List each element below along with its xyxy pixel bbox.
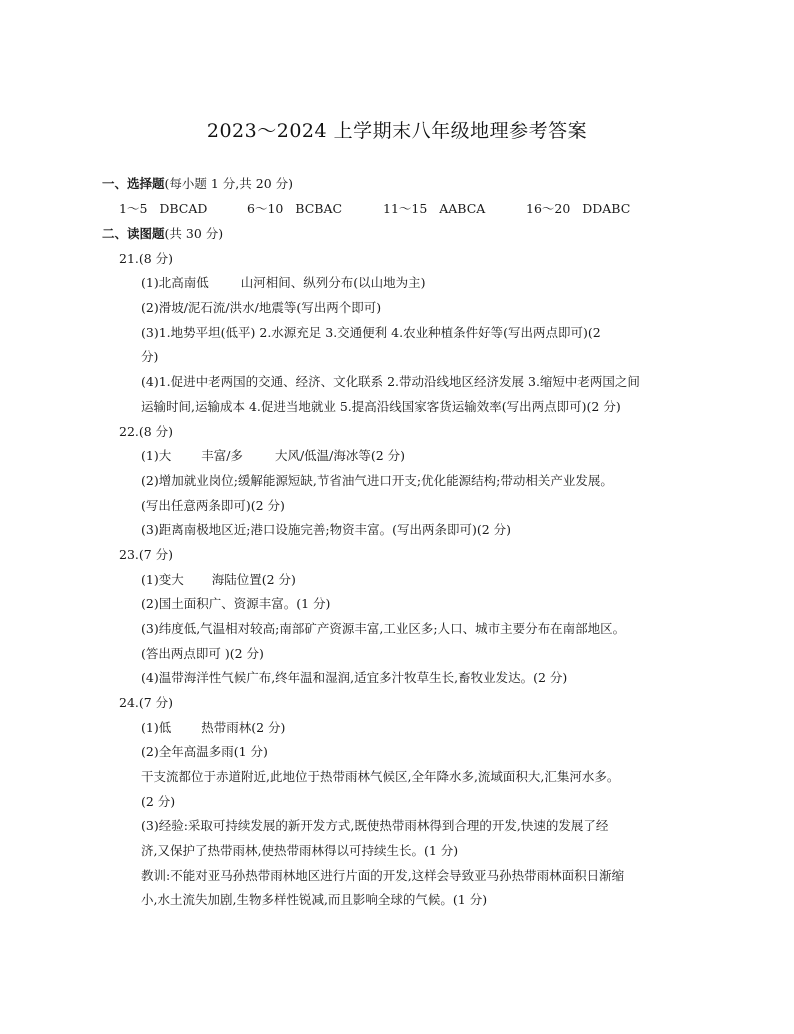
section-2-header [102, 226, 223, 242]
mc-answers: DDABC [582, 201, 631, 216]
mc-answers: DBCAD [159, 201, 208, 216]
answer-line: (4)1.促进中老两国的交通、经济、文化联系 2.带动沿线地区经济发展 3.缩短中老两国之间 [141, 374, 640, 389]
answer-line: (3)1.地势平坦(低平) 2.水源充足 3.交通便利 4.农业种植条件好等(写出两点即可)(2 [141, 325, 601, 340]
answer-line: 济,又保护了热带雨林,使热带雨林得以可持续生长。(1 分) [141, 843, 459, 858]
mc-range: 16～20 [526, 201, 571, 216]
answer-line: 小,水土流失加剧,生物多样性锐减,而且影响全球的气候。(1 分) [141, 892, 488, 907]
mc-group [526, 201, 630, 217]
answer-line [141, 448, 405, 464]
answer-line: (答出两点即可 )(2 分) [141, 646, 264, 661]
answer-line: (2 分) [141, 794, 176, 809]
answer-part: 丰富/多 [201, 448, 243, 463]
section-1-note: (每小题 1 分,共 20 分) [164, 176, 293, 191]
question-24-label: 24.(7 分) [119, 695, 174, 710]
answer-line: (2)国土面积广、资源丰富。(1 分) [141, 596, 331, 611]
answer-part: 山河相间、纵列分布(以山地为主) [240, 275, 426, 290]
answer-part: (1)北高南低 [141, 275, 209, 290]
page-title: 2023～2024 上学期末八年级地理参考答案 [206, 120, 588, 142]
answer-line: (2)滑坡/泥石流/洪水/地震等(写出两个即可) [141, 300, 382, 315]
answer-line [141, 275, 425, 291]
mc-answer-row [119, 201, 630, 217]
section-2-heading: 二、读图题 [102, 226, 165, 241]
mc-group [247, 201, 383, 217]
answer-line: 教训:不能对亚马孙热带雨林地区进行片面的开发,这样会导致亚马孙热带雨林面积日渐缩 [141, 868, 625, 883]
answer-line: (4)温带海洋性气候广布,终年温和湿润,适宜多汁牧草生长,畜牧业发达。(2 分) [141, 670, 568, 685]
answer-line: (2)增加就业岗位;缓解能源短缺,节省油气进口开支;优化能源结构;带动相关产业发展。 [141, 473, 613, 488]
section-1-heading: 一、选择题 [102, 176, 165, 191]
answer-line: 分) [141, 349, 159, 364]
answer-line [141, 720, 285, 736]
mc-range: 11～15 [383, 201, 428, 216]
answer-part: 海陆位置(2 分) [211, 572, 296, 587]
answer-part: (1)低 [141, 720, 172, 735]
answer-line: 干支流都位于赤道附近,此地位于热带雨林气候区,全年降水多,流域面积大,汇集河水多。 [141, 769, 620, 784]
mc-group [383, 201, 526, 217]
question-23-label: 23.(7 分) [119, 547, 174, 562]
answer-part: (1)变大 [141, 572, 184, 587]
mc-range: 1～5 [119, 201, 148, 216]
answer-line: (3)经验:采取可持续发展的新开发方式,既使热带雨林得到合理的开发,快速的发展了经 [141, 818, 609, 833]
answer-part: 大风/低温/海冰等(2 分) [274, 448, 406, 463]
answer-part: (1)大 [141, 448, 172, 463]
question-21-label: 21.(8 分) [119, 251, 174, 266]
section-1-header [102, 176, 293, 192]
mc-range: 6～10 [247, 201, 284, 216]
question-22-label: 22.(8 分) [119, 424, 174, 439]
answer-part: 热带雨林(2 分) [201, 720, 286, 735]
answer-line: (3)距离南极地区近;港口设施完善;物资丰富。(写出两条即可)(2 分) [141, 522, 512, 537]
mc-answers: AABCA [439, 201, 486, 216]
answer-line: (写出任意两条即可)(2 分) [141, 498, 285, 513]
answer-line [141, 572, 296, 588]
answer-line: (2)全年高温多雨(1 分) [141, 744, 268, 759]
section-2-note: (共 30 分) [164, 226, 224, 241]
mc-answers: BCBAC [295, 201, 343, 216]
mc-group [119, 201, 247, 217]
answer-line: (3)纬度低,气温相对较高;南部矿产资源丰富,工业区多;人口、城市主要分布在南部地区。 [141, 621, 626, 636]
answer-line: 运输时间,运输成本 4.促进当地就业 5.提高沿线国家客货运输效率(写出两点即可)(2 分) [141, 399, 621, 414]
